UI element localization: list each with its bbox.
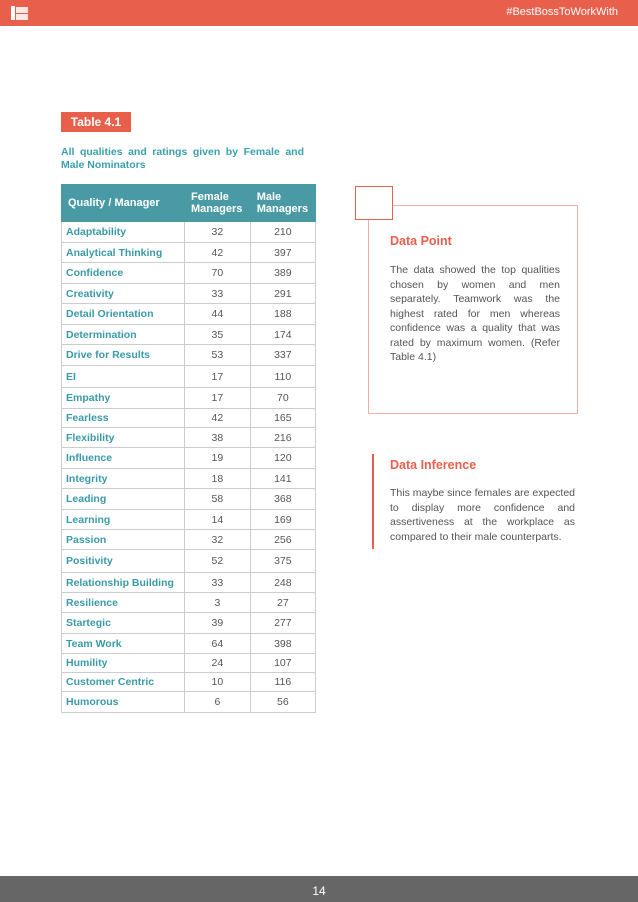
female-count-cell: 14 (185, 510, 251, 530)
best-boss-logo-icon (8, 3, 32, 23)
table-row (62, 284, 316, 304)
quality-cell: Creativity (62, 284, 185, 304)
male-count-cell: 70 (250, 388, 315, 409)
male-count-cell: 256 (250, 530, 315, 550)
table-row (62, 593, 316, 613)
table-header-row (62, 185, 316, 222)
quality-cell: Fearless (62, 409, 185, 428)
quality-cell: Detail Orientation (62, 304, 185, 325)
female-count-cell: 42 (185, 243, 251, 263)
male-count-cell: 107 (250, 654, 315, 673)
table-row (62, 366, 316, 388)
male-count-cell: 389 (250, 263, 315, 284)
male-count-cell: 120 (250, 448, 315, 469)
male-count-cell: 56 (250, 692, 315, 713)
male-count-cell: 110 (250, 366, 315, 388)
data-point-text: The data showed the top qualities chosen by women and men separately. Teamwork was the highest rated for men whereas confidence was a quality that was rated by maximum women. (Refer Table 4.1) (390, 264, 560, 363)
table-row (62, 263, 316, 284)
male-count-cell: 368 (250, 489, 315, 510)
female-count-cell: 3 (185, 593, 251, 613)
hashtag-text: #BestBossToWorkWith (506, 6, 618, 18)
quality-cell: Drive for Results (62, 345, 185, 366)
female-count-cell: 38 (185, 428, 251, 448)
table-caption: All qualities and ratings given by Female and Male Nominators (61, 146, 304, 171)
quality-cell: Integrity (62, 469, 185, 489)
table-row (62, 573, 316, 593)
female-count-cell: 42 (185, 409, 251, 428)
quality-cell: Humorous (62, 692, 185, 713)
quality-cell: Relationship Building (62, 573, 185, 593)
male-count-cell: 398 (250, 634, 315, 654)
female-count-cell: 52 (185, 550, 251, 573)
quality-cell: Humility (62, 654, 185, 673)
data-point-title: Data Point (390, 234, 452, 248)
male-count-cell: 116 (250, 673, 315, 692)
data-point-corner-square (355, 186, 393, 220)
male-count-cell: 248 (250, 573, 315, 593)
quality-cell: Influence (62, 448, 185, 469)
quality-cell: Positivity (62, 550, 185, 573)
table-row (62, 654, 316, 673)
table-label: Table 4.1 (61, 112, 131, 132)
table-row (62, 243, 316, 263)
female-count-cell: 44 (185, 304, 251, 325)
table-row (62, 530, 316, 550)
female-count-cell: 24 (185, 654, 251, 673)
female-count-cell: 32 (185, 222, 251, 243)
quality-cell: Confidence (62, 263, 185, 284)
male-count-cell: 27 (250, 593, 315, 613)
male-count-cell: 397 (250, 243, 315, 263)
quality-cell: Customer Centric (62, 673, 185, 692)
header-bar (0, 0, 638, 26)
female-count-cell: 18 (185, 469, 251, 489)
qualities-table (61, 184, 316, 713)
male-count-cell: 277 (250, 613, 315, 634)
quality-cell: Team Work (62, 634, 185, 654)
male-count-cell: 375 (250, 550, 315, 573)
female-count-cell: 10 (185, 673, 251, 692)
quality-cell: Empathy (62, 388, 185, 409)
female-count-cell: 70 (185, 263, 251, 284)
female-count-cell: 33 (185, 573, 251, 593)
female-count-cell: 32 (185, 530, 251, 550)
female-count-cell: 35 (185, 325, 251, 345)
quality-cell: Analytical Thinking (62, 243, 185, 263)
table-row (62, 388, 316, 409)
column-header-male: Male Managers (250, 185, 315, 222)
male-count-cell: 216 (250, 428, 315, 448)
column-header-female: Female Managers (185, 185, 251, 222)
table-row (62, 448, 316, 469)
quality-cell: Resilience (62, 593, 185, 613)
table-row (62, 634, 316, 654)
table-row (62, 409, 316, 428)
table-row (62, 673, 316, 692)
male-count-cell: 188 (250, 304, 315, 325)
table-row (62, 692, 316, 713)
table-row (62, 510, 316, 530)
female-count-cell: 64 (185, 634, 251, 654)
quality-cell: Passion (62, 530, 185, 550)
male-count-cell: 169 (250, 510, 315, 530)
female-count-cell: 33 (185, 284, 251, 304)
female-count-cell: 19 (185, 448, 251, 469)
male-count-cell: 337 (250, 345, 315, 366)
quality-cell: Startegic (62, 613, 185, 634)
quality-cell: EI (62, 366, 185, 388)
female-count-cell: 58 (185, 489, 251, 510)
female-count-cell: 39 (185, 613, 251, 634)
table-row (62, 222, 316, 243)
male-count-cell: 141 (250, 469, 315, 489)
data-inference-title: Data Inference (390, 458, 477, 472)
female-count-cell: 17 (185, 366, 251, 388)
column-header-quality: Quality / Manager (62, 185, 185, 222)
table-row (62, 550, 316, 573)
male-count-cell: 210 (250, 222, 315, 243)
female-count-cell: 53 (185, 345, 251, 366)
table-row (62, 325, 316, 345)
table-row (62, 469, 316, 489)
male-count-cell: 165 (250, 409, 315, 428)
quality-cell: Determination (62, 325, 185, 345)
data-inference-accent-bar (372, 454, 374, 549)
female-count-cell: 6 (185, 692, 251, 713)
table-row (62, 304, 316, 325)
page-number: 14 (312, 884, 326, 898)
table-row (62, 345, 316, 366)
table-row (62, 489, 316, 510)
quality-cell: Adaptability (62, 222, 185, 243)
table-row (62, 428, 316, 448)
quality-cell: Learning (62, 510, 185, 530)
female-count-cell: 17 (185, 388, 251, 409)
male-count-cell: 174 (250, 325, 315, 345)
quality-cell: Flexibility (62, 428, 185, 448)
table-row (62, 613, 316, 634)
male-count-cell: 291 (250, 284, 315, 304)
data-inference-text: This maybe since females are expected to display more confidence and assertiveness at the workplace as compared to their male counterparts. (390, 487, 576, 543)
quality-cell: Leading (62, 489, 185, 510)
